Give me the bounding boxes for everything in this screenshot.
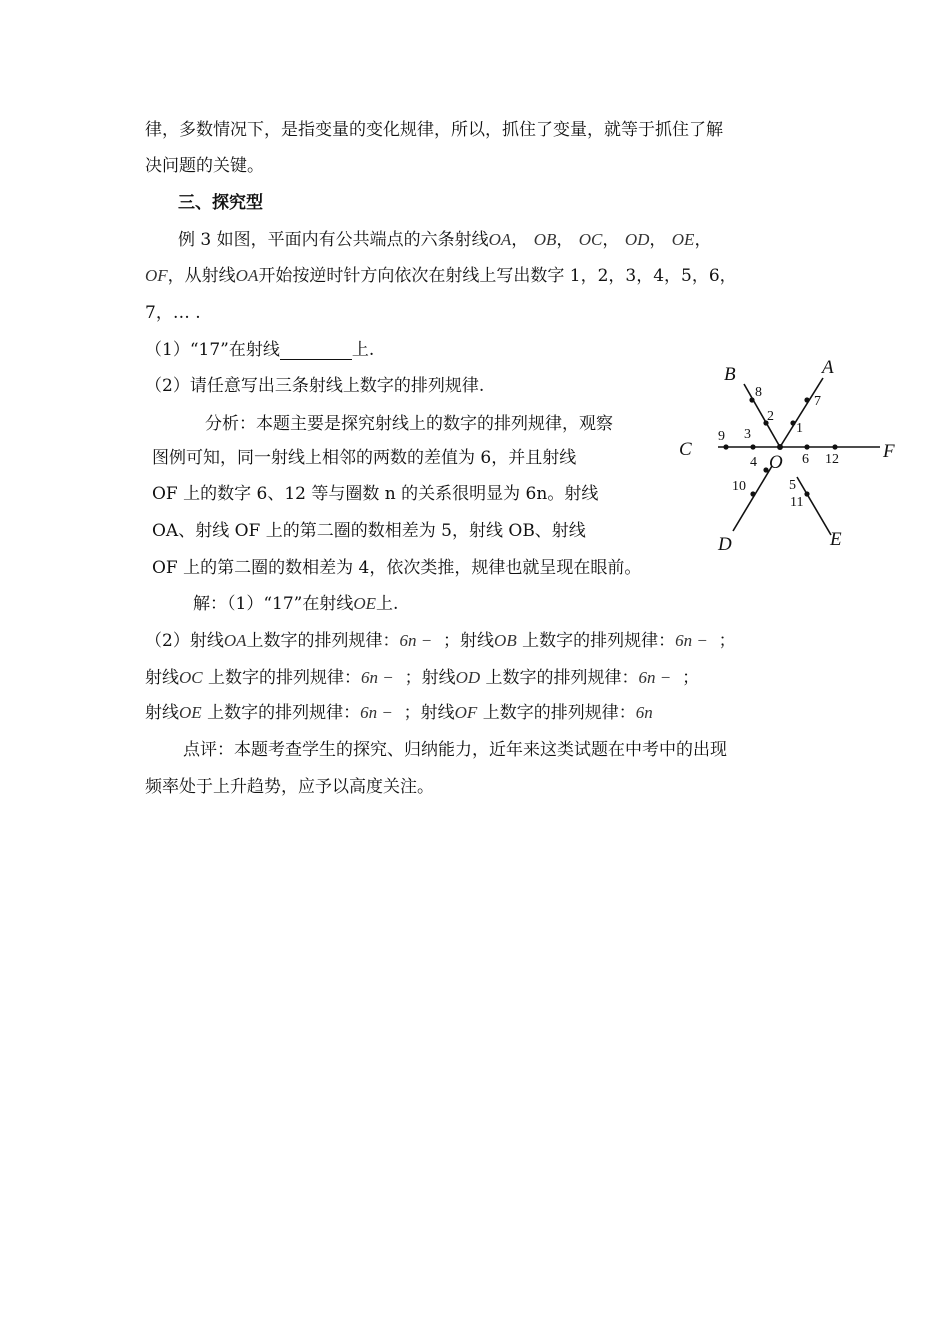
ray-name: OB [494,631,517,650]
solution-text: 射线 [189,631,224,651]
ray-name: OB [533,230,557,249]
separator: ； [404,668,422,688]
formula: 6n − [361,668,394,687]
point-11 [804,491,809,496]
solution-text: 上数字的排列规律： [246,631,400,651]
ray-name: OC [179,668,203,687]
label-B: B [724,364,736,385]
example-line: 7，… . [145,303,201,323]
question-text: （1）“17”在射线 [145,340,280,360]
ray-name: OC [578,230,603,249]
point-4 [763,467,768,472]
solution-text: 射线 [420,703,455,723]
solution-text: 上数字的排列规律： [482,703,636,723]
formula: 6n [635,703,653,722]
paragraph-line: 决问题的关键。 [145,156,264,176]
solution-text: 解：（1）“17”在射线 [193,594,354,614]
number-label: 6 [802,452,809,467]
example-text: 例 3 如图，平面内有公共端点的六条射线 [178,230,489,250]
solution-text: 上数字的排列规律： [207,703,361,723]
analysis-line: OF 上的数字 6、12 等与圈数 n 的关系很明显为 6n。射线 [152,484,599,504]
section-heading: 三、探究型 [178,193,263,213]
number-label: 11 [790,495,804,510]
number-label: 8 [755,385,762,400]
point-O [777,444,783,450]
separator: ； [443,631,461,651]
ray-name: OA [488,230,512,249]
solution-text: 上. [376,594,399,614]
comment-line: 频率处于上升趋势，应予以高度关注。 [145,777,434,797]
number-label: 2 [767,409,774,424]
point-9 [723,444,728,449]
label-A: A [822,357,834,378]
number-label: 5 [789,478,796,493]
paragraph-line: 律，多数情况下，是指变量的变化规律，所以，抓住了变量，就等于抓住了解 [145,120,723,140]
separator: ； [682,668,700,688]
formula: 6n − [399,631,433,650]
solution-text: （2） [145,631,190,651]
separator: ； [718,631,736,651]
formula: 6n − [675,631,708,650]
ray-OA [780,378,823,447]
number-label: 7 [814,394,821,409]
ray-name: OA [235,266,259,285]
example-text: ，从射线 [167,266,236,286]
analysis-line: OA、射线 OF 上的第二圈的数相差为 5，射线 OB、射线 [152,521,586,541]
point-12 [832,444,837,449]
analysis-line: OF 上的第二圈的数相差为 4，依次类推，规律也就呈现在眼前。 [152,558,642,578]
label-C: C [679,439,692,460]
solution-text: 射线 [460,631,495,651]
point-8 [749,397,754,402]
ray-name: OF [454,703,478,722]
solution-text: 射线 [145,668,179,688]
solution-text: 上数字的排列规律： [208,668,362,688]
point-6 [804,444,809,449]
formula: 6n − [638,668,672,687]
formula: 6n − [360,703,393,722]
number-label: 4 [750,455,757,470]
separator: ； [403,703,421,723]
point-7 [804,397,809,402]
label-D: D [718,534,732,555]
number-label: 9 [718,429,725,444]
label-F: F [883,441,895,462]
point-3 [750,444,755,449]
number-label: 10 [732,479,746,494]
ray-name: OD [624,230,650,249]
ray-name: OD [455,668,481,687]
analysis-line: 图例可知，同一射线上相邻的两数的差值为 6，并且射线 [152,448,577,468]
solution-text: 射线 [145,703,179,723]
number-label: 3 [744,427,751,442]
ray-name: OE [353,594,377,613]
ray-name: OF [145,266,168,285]
point-10 [750,491,755,496]
ray-name: OE [179,703,202,722]
number-label: 1 [796,421,803,436]
ray-OD [733,466,772,531]
label-O: O [769,452,783,473]
ray-name: OE [671,230,695,249]
ray-name: OA [223,631,247,650]
analysis-line: 分析：本题主要是探究射线上的数字的排列规律，观察 [205,414,613,434]
question-text: 上. [351,340,375,360]
example-line: 例 3 如图，平面内有公共端点的六条射线OA， OB， OC， OD， OE， [178,230,712,250]
solution-text: 射线 [421,668,456,688]
comment-line: 点评：本题考查学生的探究、归纳能力，近年来这类试题在中考中的出现 [183,740,727,760]
example-text: 开始按逆时针方向依次在射线上写出数字 1，2，3，4，5，6， [258,266,737,286]
point-1 [790,420,795,425]
label-E: E [830,529,842,550]
solution-text: 上数字的排列规律： [522,631,676,651]
solution-text: 上数字的排列规律： [485,668,639,688]
question-2: （2）请任意写出三条射线上数字的排列规律. [145,376,485,396]
number-label: 12 [825,452,839,467]
